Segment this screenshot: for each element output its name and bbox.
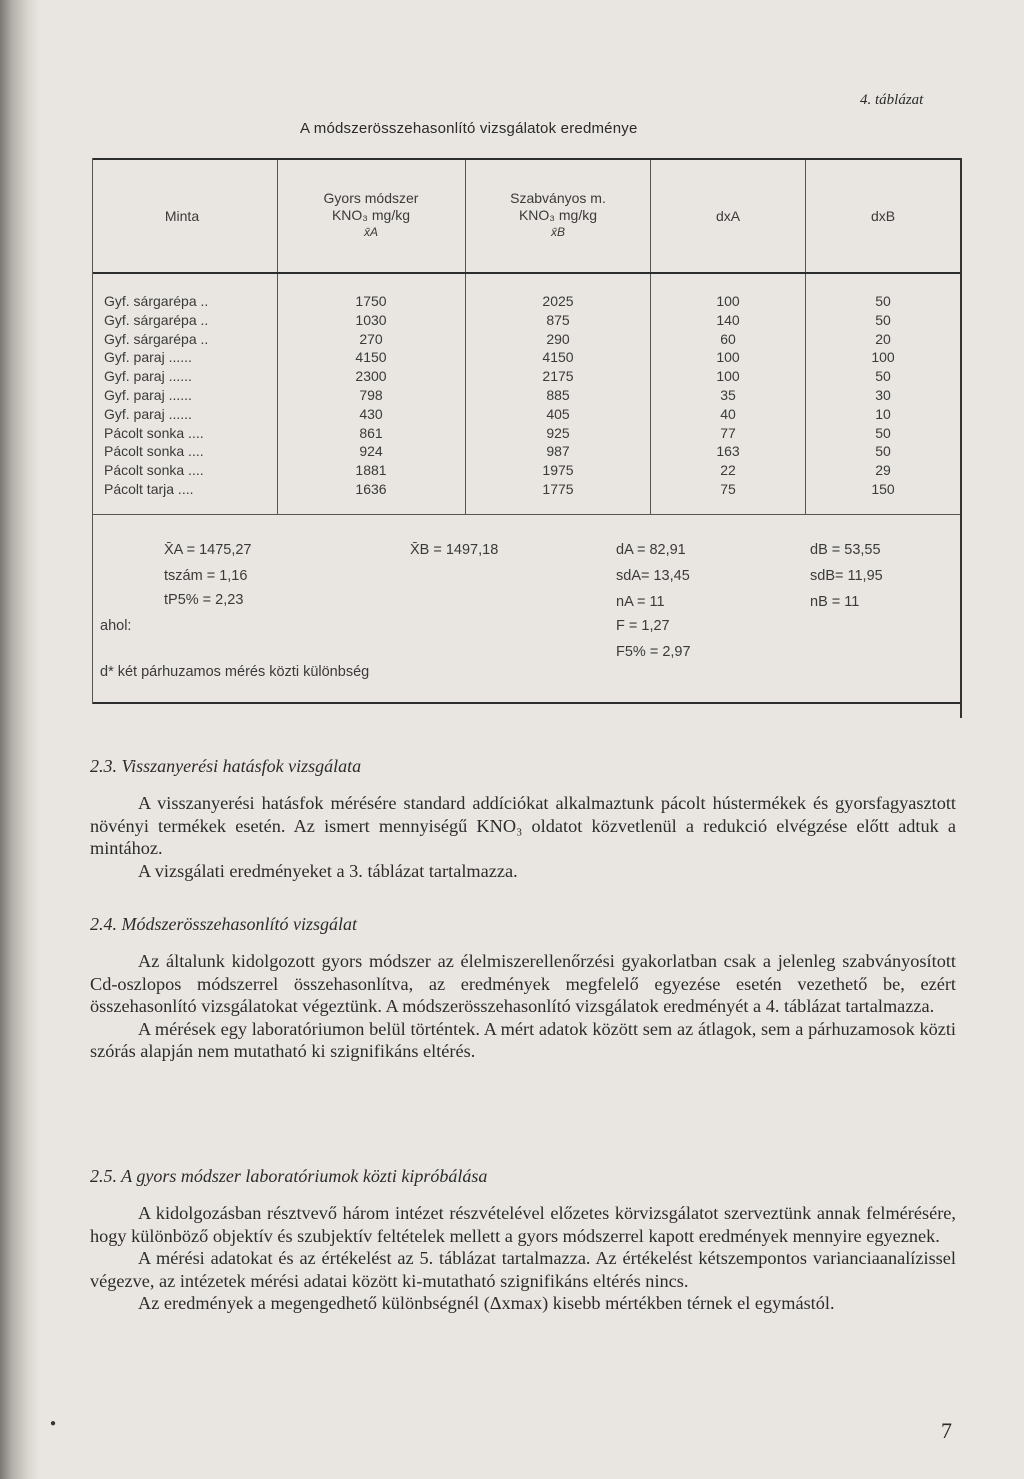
table-cell: 40 <box>720 405 736 422</box>
table-cell: 10 <box>875 405 891 422</box>
table-cell: 75 <box>720 480 736 497</box>
column-xa <box>278 292 464 499</box>
paragraph: A mérési adatokat és az értékelést az 5. táblázat tartalmazza. Az értékelést kétszempontos varianciaanalízissel végezve, az intézetek mérési adatai között ki-mutatható szignifikáns eltérés nincs. <box>90 1248 956 1291</box>
section-heading-2-3: 2.3. Visszanyerési hatásfok vizsgálata <box>90 756 362 776</box>
table-cell: 100 <box>871 349 895 366</box>
paragraph: Az általunk kidolgozott gyors módszer az élelmiszerellenőrzési gyakorlatban csak a jelenleg szabványosított Cd-oszlopos módszerrel összehasonlítva, az eredmények megfelelő egyezése esetén vezethető be, ezért összehasonlító vizsgálatokat végeztünk. A módszerösszehasonlító vizsgálatok eredményét a 4. táblázat tartalmazza. <box>90 951 956 1016</box>
body-rule <box>92 514 960 515</box>
paragraph: A visszanyerési hatásfok mérésére standard addíciókat alkalmaztunk pácolt hústermékek és gyorsfagyasztott növényi termékek esetén. Az ismert mennyiségű KNO₃ oldatot közvetlenül a redukció elvégzése előtt adtuk a mintához. <box>90 793 956 858</box>
table-cell: 924 <box>359 443 383 460</box>
stat-sdA: sdA= 13,45 <box>616 568 690 584</box>
section-body-2-4 <box>90 950 956 1063</box>
table-cell: 20 <box>875 330 891 347</box>
table-cell: 163 <box>716 443 740 460</box>
table-cell: 2175 <box>542 368 574 385</box>
section-heading-2-4: 2.4. Módszerösszehasonlító vizsgálat <box>90 914 358 934</box>
stat-sdB: sdB= 11,95 <box>810 568 883 584</box>
table-cell: 861 <box>359 424 383 441</box>
stat-nB: nB = 11 <box>810 594 860 610</box>
table-right-border <box>960 158 962 718</box>
table-cell: Pácolt sonka .... <box>104 443 204 460</box>
stat-nA: nA = 11 <box>616 594 665 610</box>
table-cell: 35 <box>720 386 736 403</box>
table-cell: Pácolt sonka .... <box>104 462 204 479</box>
stat-xB: X̄B = 1497,18 <box>410 542 499 558</box>
stat-F5: F5% = 2,97 <box>616 644 691 660</box>
header-gyors: Gyors módszer KNO₃ mg/kg x̄A <box>323 190 419 239</box>
table-cell: 885 <box>546 386 570 403</box>
table-cell: 140 <box>716 311 740 328</box>
table-cell: Pácolt sonka .... <box>104 424 204 441</box>
table-cell: 405 <box>546 405 570 422</box>
table-cell: 50 <box>875 368 891 385</box>
column-da <box>651 292 805 499</box>
header-dA: dxA <box>715 208 741 224</box>
table-cell: 60 <box>720 330 736 347</box>
column-xb <box>466 292 650 499</box>
table-number: 4. táblázat <box>860 92 924 108</box>
table-cell: 50 <box>875 293 891 309</box>
table-cell: 150 <box>871 480 895 497</box>
paragraph: A mérések egy laboratóriumon belül történtek. A mért adatok között sem az átlagok, sem a párhuzamosok közti szórás alapján nem mutatható ki szignifikáns eltérés. <box>90 1018 956 1061</box>
page-number: 7 <box>941 1418 952 1443</box>
table-cell: 430 <box>359 405 383 422</box>
paragraph: A vizsgálati eredményeket a 3. táblázat tartalmazza. <box>138 860 518 881</box>
table-cell: Gyf. paraj ...... <box>104 349 192 366</box>
header-dB: dxB <box>870 208 896 224</box>
table-cell: 270 <box>359 330 383 347</box>
stat-xA: X̄A = 1475,27 <box>164 542 252 558</box>
table-caption: A módszerösszehasonlító vizsgálatok eredménye <box>300 120 638 137</box>
table-cell: Gyf. paraj ...... <box>104 386 192 403</box>
header-rule <box>92 272 960 274</box>
table-cell: 1881 <box>355 462 387 479</box>
stat-ahol: ahol: <box>100 618 132 634</box>
table-top-rule <box>92 158 960 160</box>
comparison-table <box>92 158 962 706</box>
table-cell: 4150 <box>542 349 574 366</box>
stat-dA: dA = 82,91 <box>616 542 686 558</box>
header-szabvanyos: Szabványos m. KNO₃ mg/kg x̄B <box>510 190 606 239</box>
table-cell: Gyf. paraj ...... <box>104 368 192 385</box>
table-bottom-rule <box>92 702 960 704</box>
table-cell: 22 <box>720 462 736 479</box>
table-cell: Gyf. sárgarépa .. <box>104 330 209 347</box>
table-cell: 1750 <box>355 293 387 309</box>
bullet-mark-icon: ● <box>50 1418 57 1429</box>
table-footnote: d* két párhuzamos mérés közti különbség <box>100 664 370 680</box>
table-cell: 290 <box>546 330 570 347</box>
table-left-border <box>92 158 93 704</box>
book-spine-shadow <box>0 0 40 1479</box>
table-cell: Gyf. sárgarépa .. <box>104 311 209 328</box>
table-cell: 1030 <box>355 311 387 328</box>
table-cell: 4150 <box>355 349 387 366</box>
table-cell: 30 <box>875 386 891 403</box>
section-body-2-3 <box>90 792 956 882</box>
table-cell: Gyf. paraj ...... <box>104 405 192 422</box>
table-cell: 50 <box>875 424 891 441</box>
header-minta: Minta <box>164 208 200 224</box>
column-minta <box>104 292 208 499</box>
table-cell: 100 <box>716 368 740 385</box>
table-cell: 1775 <box>542 480 574 497</box>
table-cell: 29 <box>875 462 891 479</box>
table-cell: 77 <box>720 424 736 441</box>
section-heading-2-5: 2.5. A gyors módszer laboratóriumok közti kipróbálása <box>90 1166 488 1186</box>
stat-tP: tP5% = 2,23 <box>164 592 244 608</box>
table-cell: Pácolt tarja .... <box>104 480 194 497</box>
table-cell: 1636 <box>355 480 387 497</box>
paragraph: A kidolgozásban résztvevő három intézet részvételével előzetes körvizsgálatot szerveztünk annak felmérésére, hogy különböző objektív és szubjektív feltételek mellett a gyors módszerrel kapott eredmények mennyire egyeznek. <box>90 1203 956 1246</box>
table-cell: 1975 <box>542 462 574 479</box>
table-cell: Gyf. sárgarépa .. <box>104 293 209 309</box>
table-cell: 2025 <box>542 293 574 309</box>
stat-F: F = 1,27 <box>616 618 670 634</box>
stat-tszam: tszám = 1,16 <box>164 568 248 584</box>
table-cell: 50 <box>875 311 891 328</box>
table-cell: 987 <box>546 443 570 460</box>
section-body-2-5 <box>90 1202 956 1315</box>
table-cell: 100 <box>716 349 740 366</box>
table-cell: 100 <box>716 293 740 309</box>
stat-dB: dB = 53,55 <box>810 542 881 558</box>
table-cell: 2300 <box>355 368 387 385</box>
paragraph: Az eredmények a megengedhető különbségnél (Δxmax) kisebb mértékben térnek el egymástól. <box>138 1293 835 1313</box>
table-cell: 50 <box>875 443 891 460</box>
table-cell: 925 <box>546 424 570 441</box>
table-cell: 798 <box>359 386 383 403</box>
table-cell: 875 <box>546 311 570 328</box>
column-db <box>806 292 960 499</box>
